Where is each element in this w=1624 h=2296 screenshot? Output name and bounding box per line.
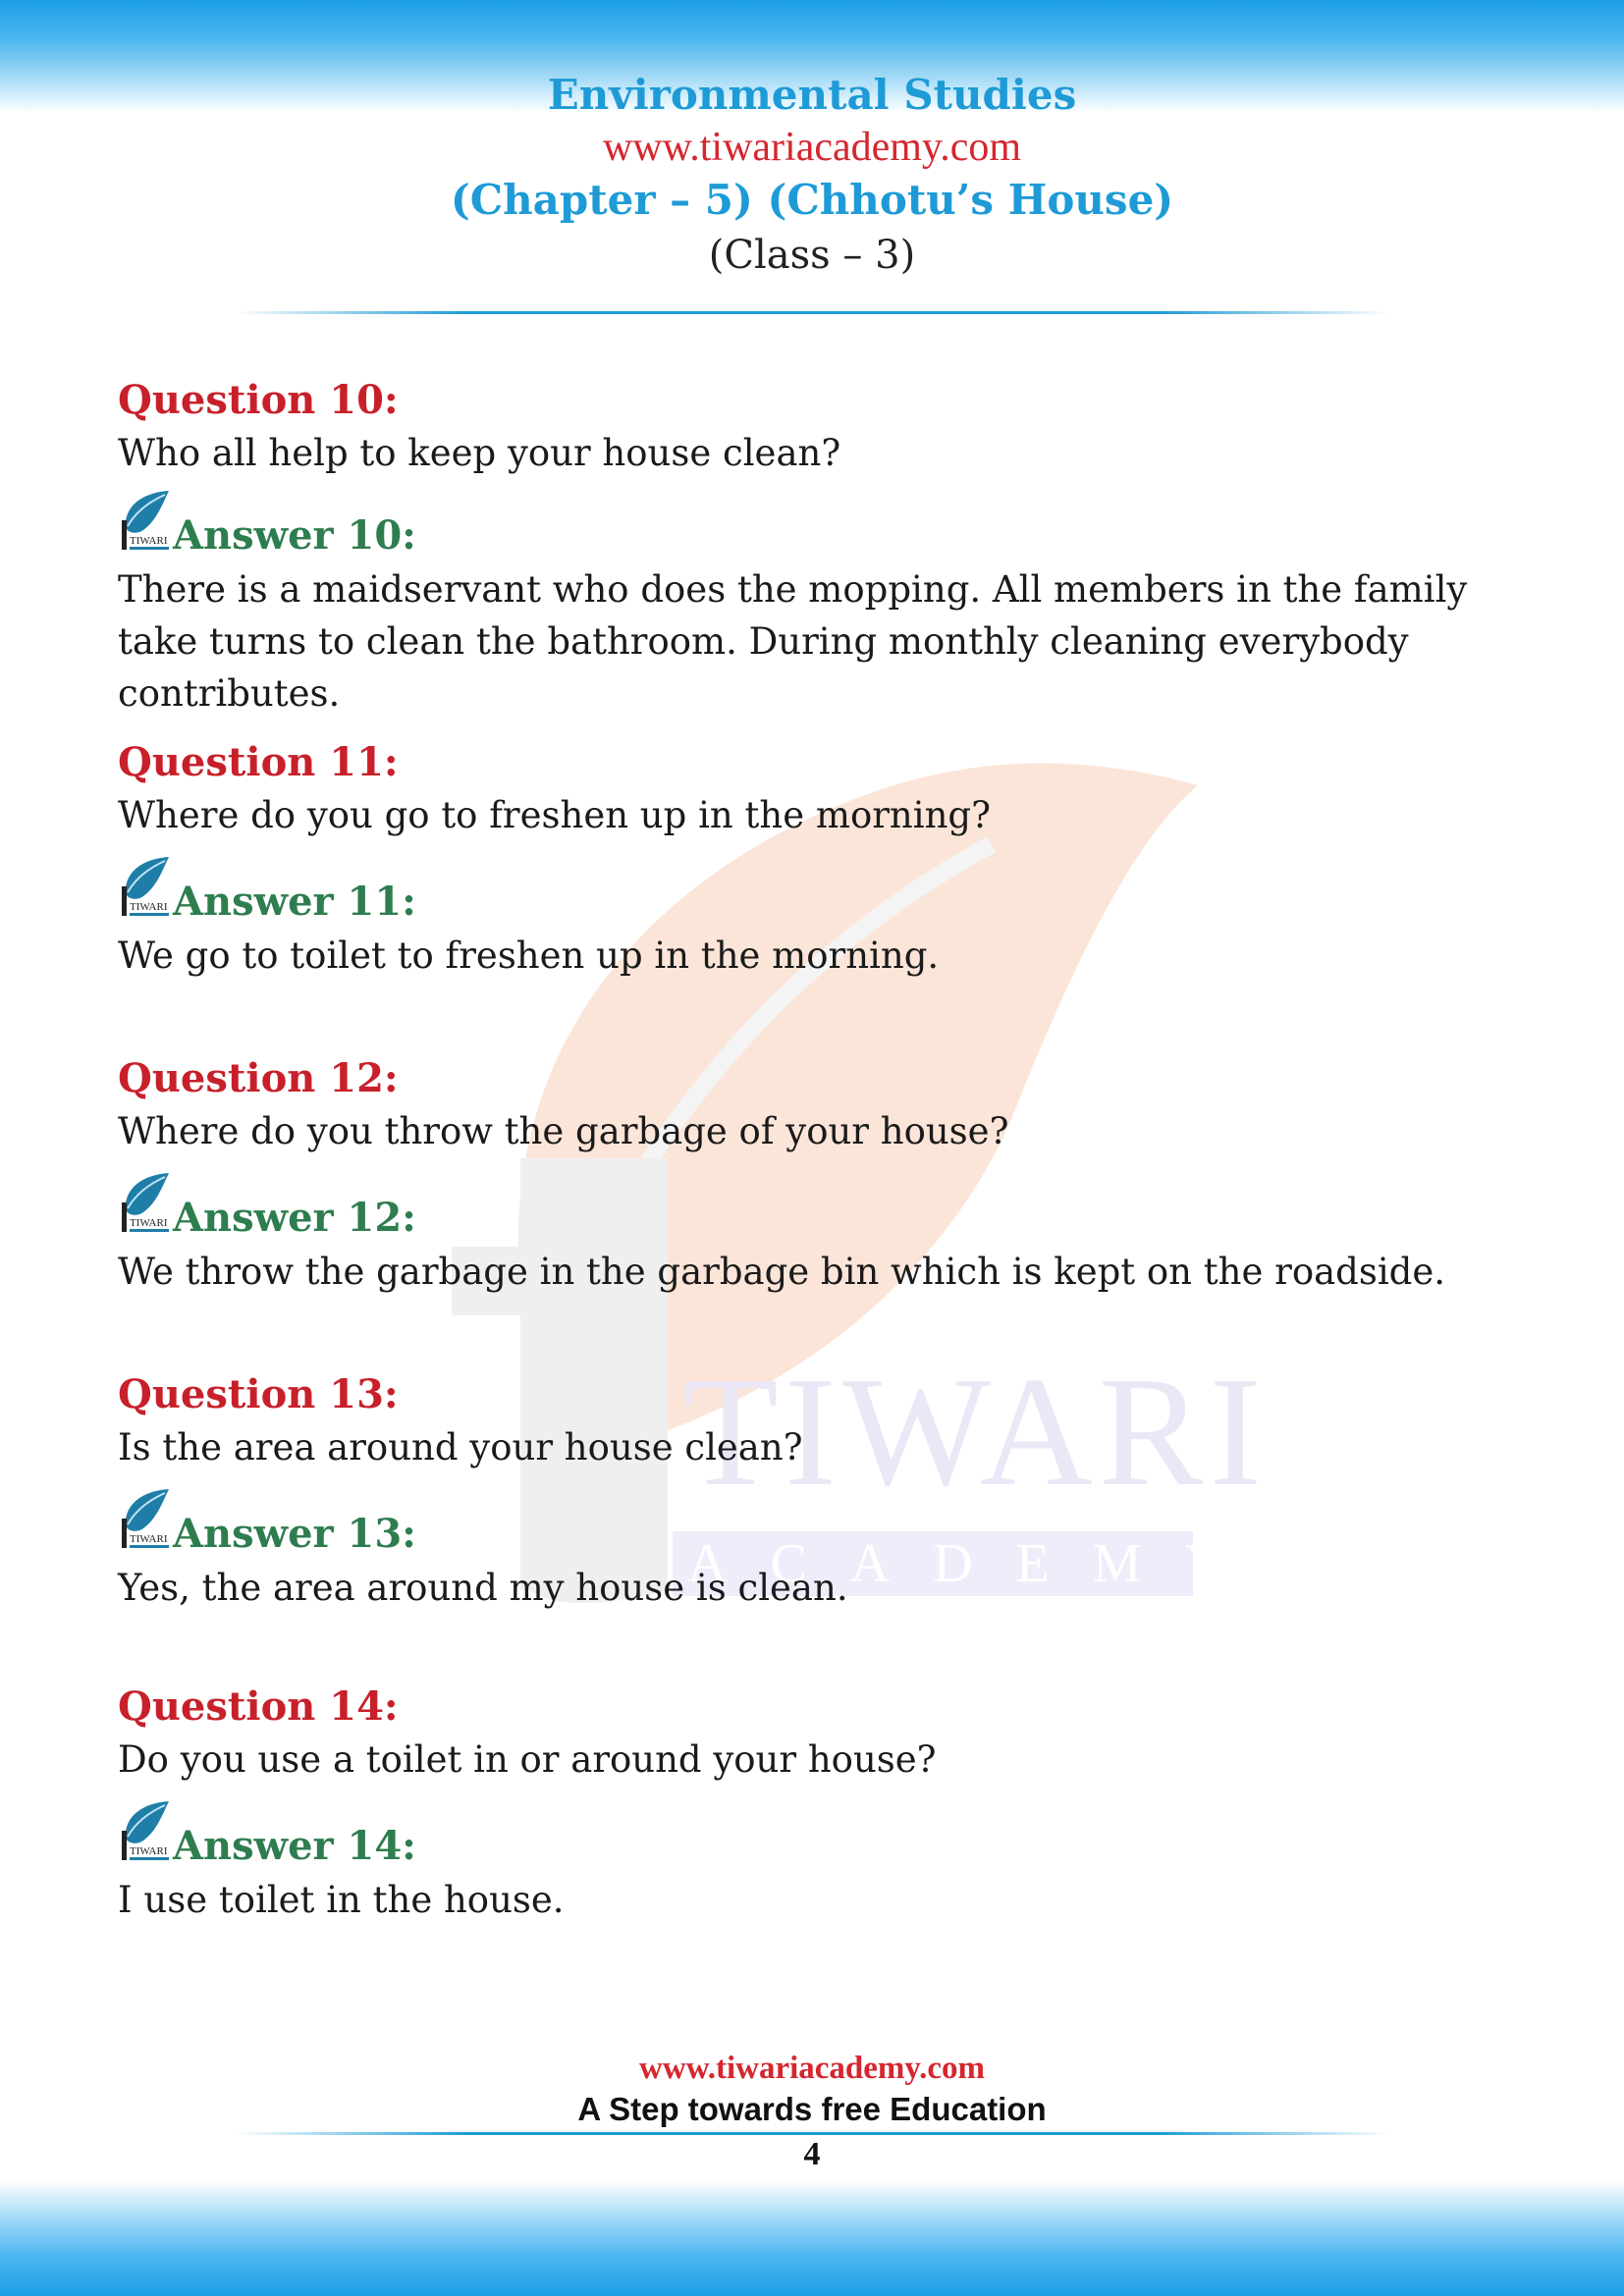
answer-heading [118,1505,1551,1560]
question-label: Question 10: [118,377,399,423]
question-label: Question 12: [118,1055,399,1101]
answer-label: Answer 11: [173,879,416,925]
question-label: Question 11: [118,739,399,785]
qa-block-14 [118,1682,1551,1926]
question-label: Question 13: [118,1371,399,1417]
tiwari-logo-icon [118,487,177,558]
header-divider [236,311,1389,314]
answer-text: We go to toilet to freshen up in the morning. [118,934,940,977]
bottom-gradient-band [0,2181,1624,2296]
watermark-tiwari: TIWARI [682,1344,1268,1519]
svg-text:TIWARI: TIWARI [130,535,168,547]
answer-text: Yes, the area around my house is clean. [118,1567,848,1609]
svg-text:TIWARI: TIWARI [130,901,168,913]
tiwari-logo-icon [118,1169,177,1240]
svg-text:TIWARI: TIWARI [130,1533,168,1545]
footer-tagline: A Step towards free Education [577,2091,1047,2127]
question-text: Where do you throw the garbage of your house? [118,1110,1009,1152]
footer-url[interactable]: www.tiwariacademy.com [639,2051,985,2086]
tiwari-logo-icon [118,853,177,924]
qa-block-10 [118,375,1551,720]
svg-text:TIWARI: TIWARI [130,1845,168,1857]
answer-label: Answer 12: [173,1195,416,1241]
qa-block-12 [118,1053,1551,1298]
qa-block-13 [118,1369,1551,1614]
question-text: Who all help to keep your house clean? [118,432,841,474]
question-label: Question 14: [118,1683,399,1730]
answer-heading [118,507,1551,561]
answer-heading [118,1189,1551,1244]
chapter-title: (Chapter – 5) (Chhotu’s House) [450,176,1174,224]
tiwari-logo-icon [118,1485,177,1556]
answer-label: Answer 13: [173,1511,416,1557]
qa-block-11 [118,737,1551,982]
answer-heading [118,1817,1551,1872]
answer-heading [118,873,1551,928]
tiwari-logo-icon [118,1797,177,1868]
question-text: Where do you go to freshen up in the morning? [118,794,991,836]
watermark-academy: ACADEMY [687,1533,1269,1594]
header-url[interactable]: www.tiwariacademy.com [602,125,1022,170]
answer-text: We throw the garbage in the garbage bin which is kept on the roadside. [118,1251,1445,1293]
class-label: (Class – 3) [708,233,916,278]
question-text: Do you use a toilet in or around your house? [118,1738,937,1781]
subject-title: Environmental Studies [547,71,1077,119]
answer-text: I use toilet in the house. [118,1879,565,1921]
answer-label: Answer 14: [173,1823,416,1869]
page-number: 4 [803,2136,821,2172]
answer-text: There is a maidservant who does the mopping. All members in the family take turns to clean the bathroom. During monthly cleaning everybody contributes. [118,568,1468,715]
answer-label: Answer 10: [173,512,416,559]
page-footer [0,2048,1624,2130]
page-header [0,69,1624,283]
question-text: Is the area around your house clean? [118,1426,803,1468]
svg-text:TIWARI: TIWARI [130,1217,168,1229]
